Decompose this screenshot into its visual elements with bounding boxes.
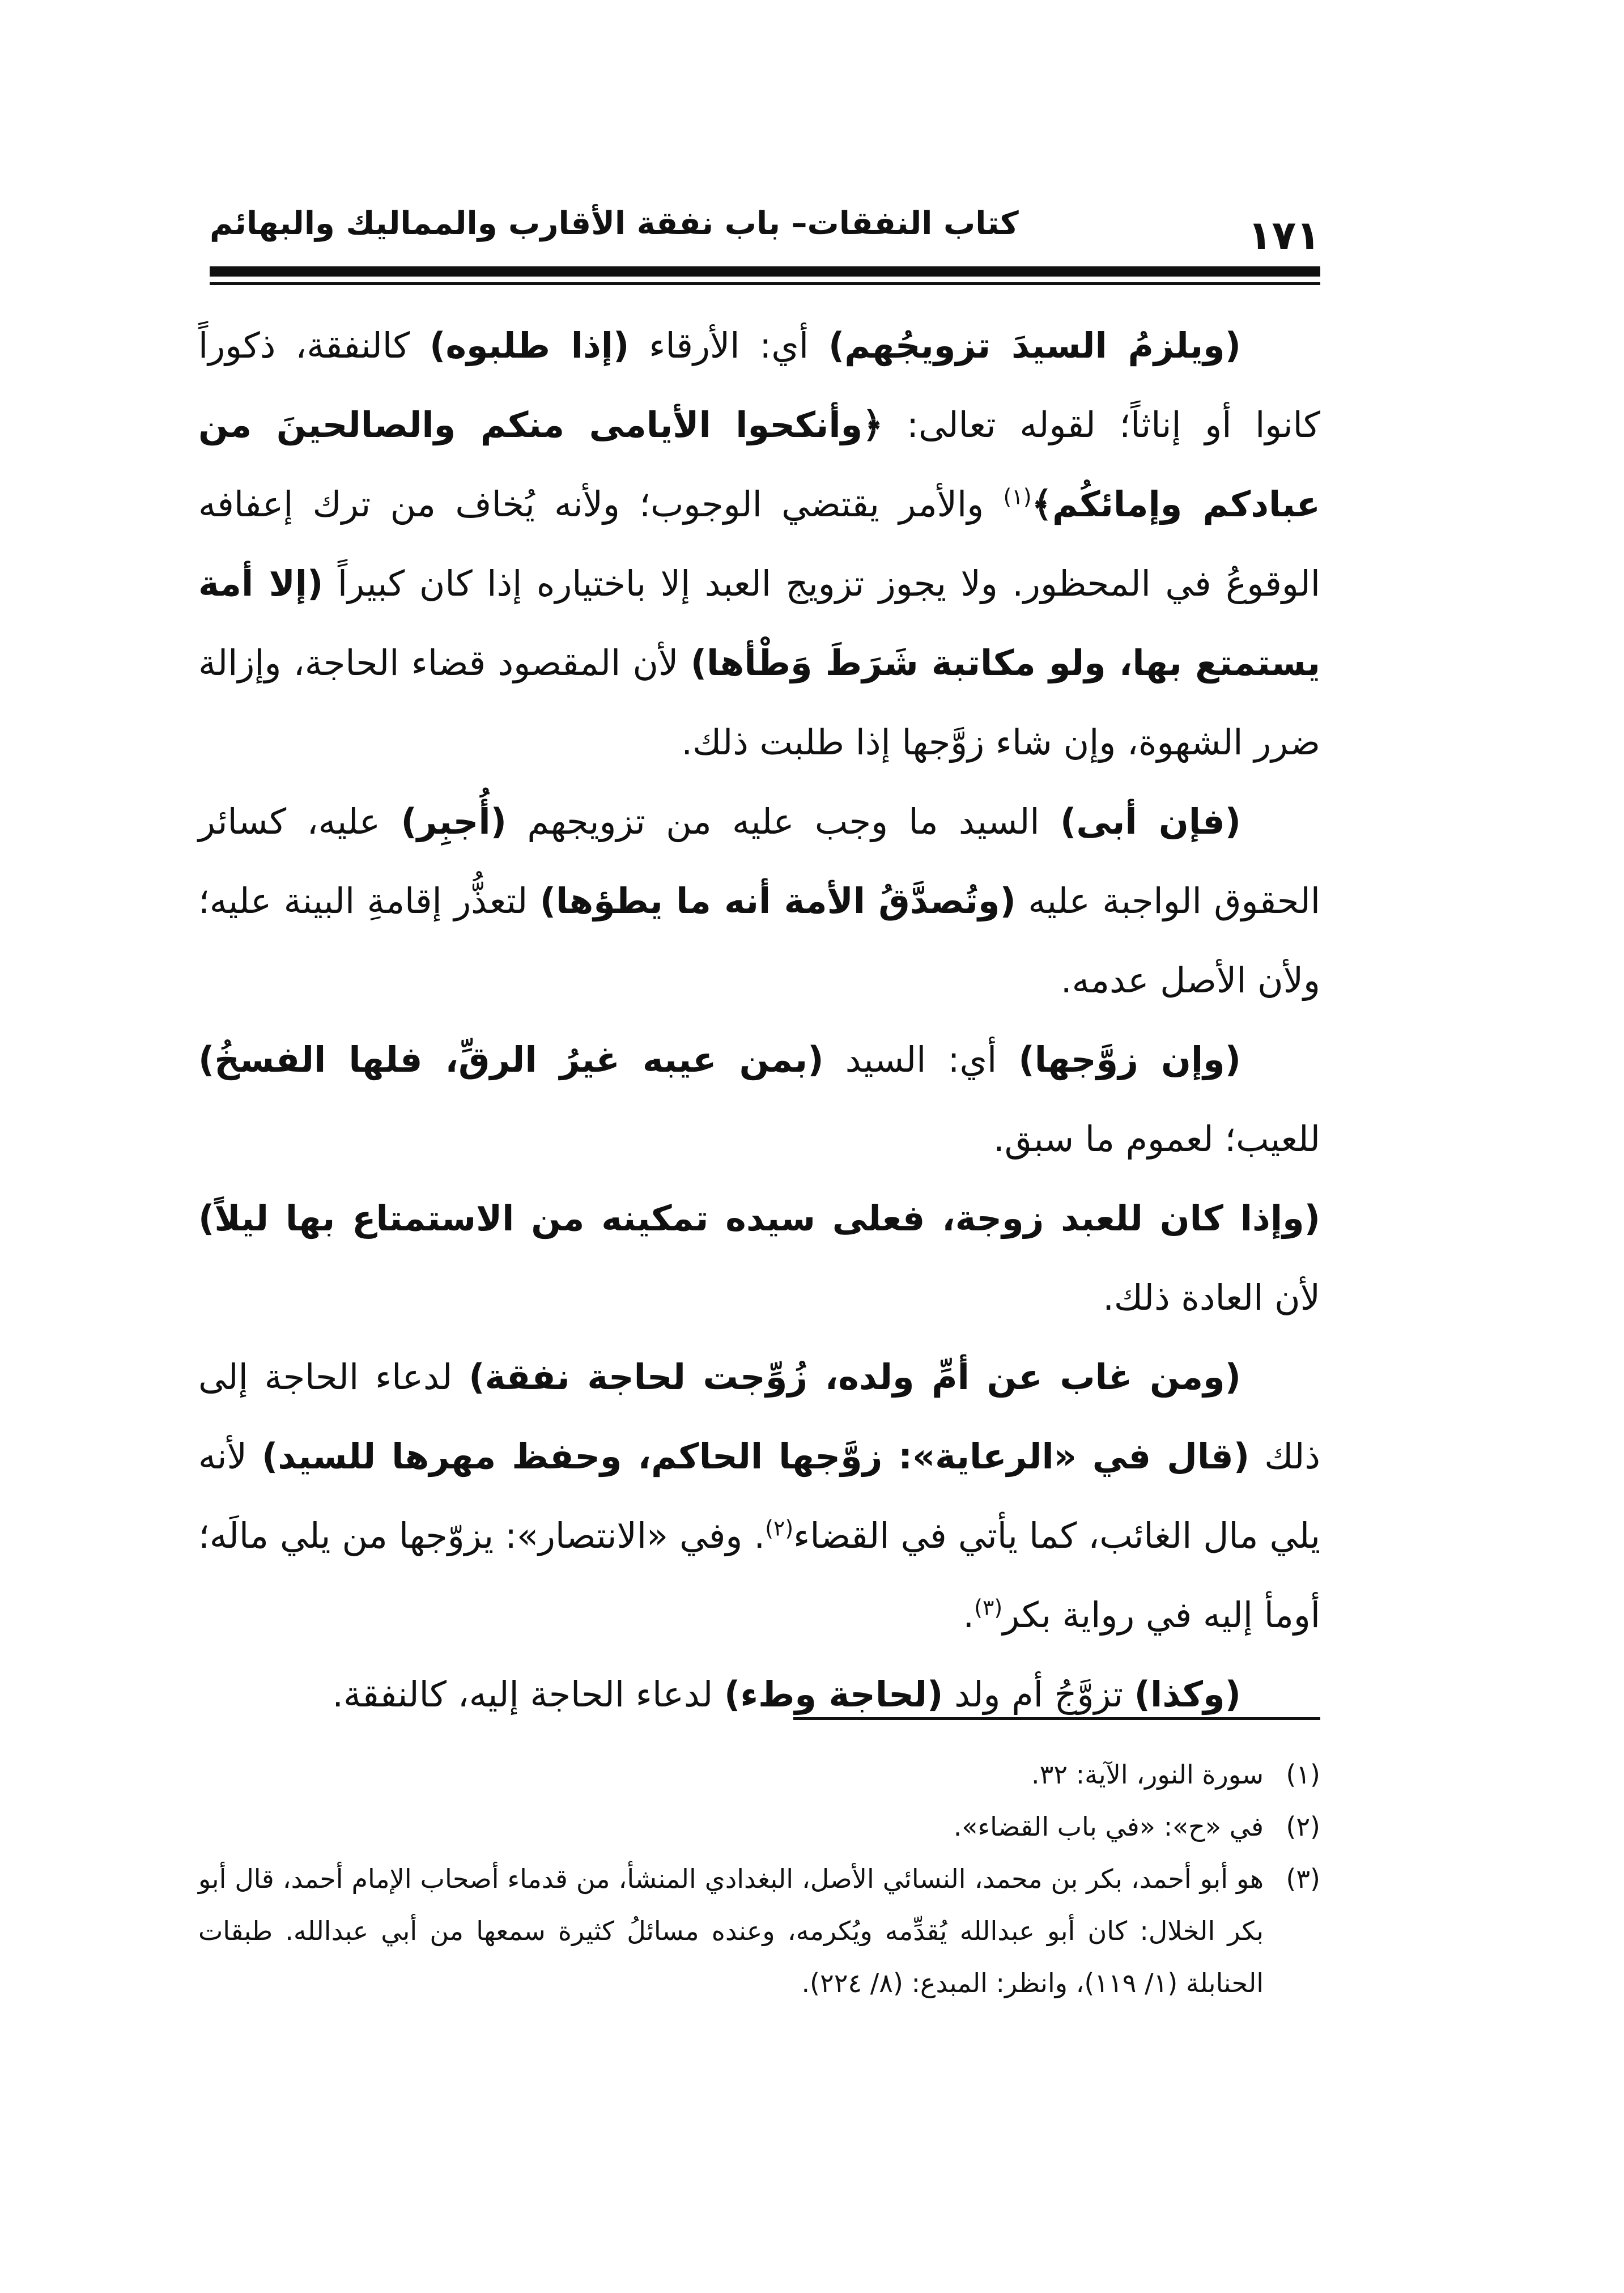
matn-text: (أُجبِر) [401,801,507,842]
footnote-ref-3: (٣) [974,1595,1003,1620]
matn-text: (ومن غاب عن أمِّ ولده، زُوِّجت لحاجة نفقة) [469,1356,1241,1398]
footnote-number: (٣) [1286,1863,1320,1894]
main-text [198,306,1320,1734]
footnotes [198,1748,1320,2009]
sharh-text: والأمر يقتضي الوجوب؛ ولأنه يُخاف من ترك إعفافه الوقوعُ في المحظور. ولا يجوز تزويج العبد إلا باختياره إذا كان كبيراً [198,483,1321,604]
matn-text: (وكذا) [1134,1674,1241,1715]
paragraph-2 [198,782,1320,1020]
paragraph-1 [198,306,1320,782]
sharh-text: . وفي «الانتصار»: يزوّجها من يلي مالَه؛ أومأ إليه في رواية بكر [198,1515,1320,1636]
page-number: ١٧١ [1247,212,1320,258]
quran-verse: ﴿وأنكحوا الأيامى منكم والصالحينَ من عبادكم وإمائكُم﴾ [198,404,1320,525]
footnote-number: (١) [1286,1759,1320,1790]
sharh-text: لدعاء الحاجة إلى ذلك [198,1356,1320,1477]
matn-text: (لحاجة وطء) [724,1674,943,1715]
matn-text: (قال في «الرعاية»: زوَّجها الحاكم، وحفظ مهرها للسيد) [261,1436,1250,1477]
sharh-text: أي: السيد [823,1039,1019,1080]
sharh-text: تزوَّجُ أم ولد [943,1674,1134,1715]
footnote-1 [198,1748,1320,1801]
footnote-number: (٢) [1286,1811,1320,1842]
paragraph-5 [198,1337,1320,1655]
matn-text: (وإذا كان للعبد زوجة، فعلى سيده تمكينه من الاستمتاع بها ليلاً) [198,1198,1320,1239]
paragraph-4 [198,1179,1320,1337]
sharh-text: أي: الأرقاء [629,325,828,366]
matn-text: (فإن أبى) [1060,801,1242,842]
sharh-text: لأنه يلي مال الغائب، كما يأتي في القضاء [198,1436,1320,1556]
paragraph-6 [198,1655,1320,1734]
sharh-text: لتعذُّر إقامةِ البينة عليه؛ ولأن الأصل عدمه. [198,880,1320,1001]
sharh-text: للعيب؛ لعموم ما سبق. [993,1118,1320,1160]
footnote-text: في «ح»: «في باب القضاء». [953,1811,1264,1842]
sharh-text: لأن العادة ذلك. [1103,1277,1320,1318]
running-title: كتاب النفقات– باب نفقة الأقارب والمماليك والبهائم [210,205,1019,242]
footnote-3 [198,1853,1320,2009]
matn-text: (إلا أمة يستمتع بها، ولو مكاتبة شَرَطَ وَطْأها) [198,563,1320,683]
header-rule-thin [210,282,1320,285]
footnote-ref-2: (٢) [765,1515,794,1541]
footnote-text: هو أبو أحمد، بكر بن محمد، النسائي الأصل، البغدادي المنشأ، من قدماء أصحاب الإمام أحمد، قال أبو بكر الخلال: كان أبو عبدالله يُقدِّمه ويُكرمه، وعنده مسائلُ كثيرة سمعها من أبي عبدالله. طبقات الحنابلة (١/ ١١٩)، وانظر: المبدع: (٨/ ٢٢٤). [198,1863,1264,1998]
footnote-text: سورة النور، الآية: ٣٢. [1031,1759,1264,1790]
matn-text: (بمن عيبه غيرُ الرقِّ، فلها الفسخُ) [198,1039,824,1080]
sharh-text: لدعاء الحاجة إليه، كالنفقة. [332,1674,724,1715]
matn-text: (وتُصدَّقُ الأمة أنه ما يطؤها) [539,880,1016,922]
page-header [210,201,1320,264]
sharh-text: لأن المقصود قضاء الحاجة، وإزالة ضرر الشهوة، وإن شاء زوَّجها إذا طلبت ذلك. [198,642,1320,763]
footnote-separator [793,1717,1320,1720]
sharh-text: عليه، كسائر الحقوق الواجبة عليه [198,801,1320,922]
matn-text: (ويلزمُ السيدَ تزويجُهم) [828,325,1241,366]
matn-text: (وإن زوَّجها) [1018,1039,1241,1080]
footnote-2 [198,1801,1320,1853]
sharh-text: . [963,1594,975,1636]
matn-text: (إذا طلبوه) [430,325,630,366]
header-rule-thick [210,266,1320,277]
paragraph-3 [198,1020,1320,1179]
sharh-text: كالنفقة، ذكوراً كانوا أو إناثاً؛ لقوله تعالى: [198,325,1320,445]
sharh-text: السيد ما وجب عليه من تزويجهم [506,801,1061,842]
footnote-ref-1: (١) [1003,484,1032,509]
